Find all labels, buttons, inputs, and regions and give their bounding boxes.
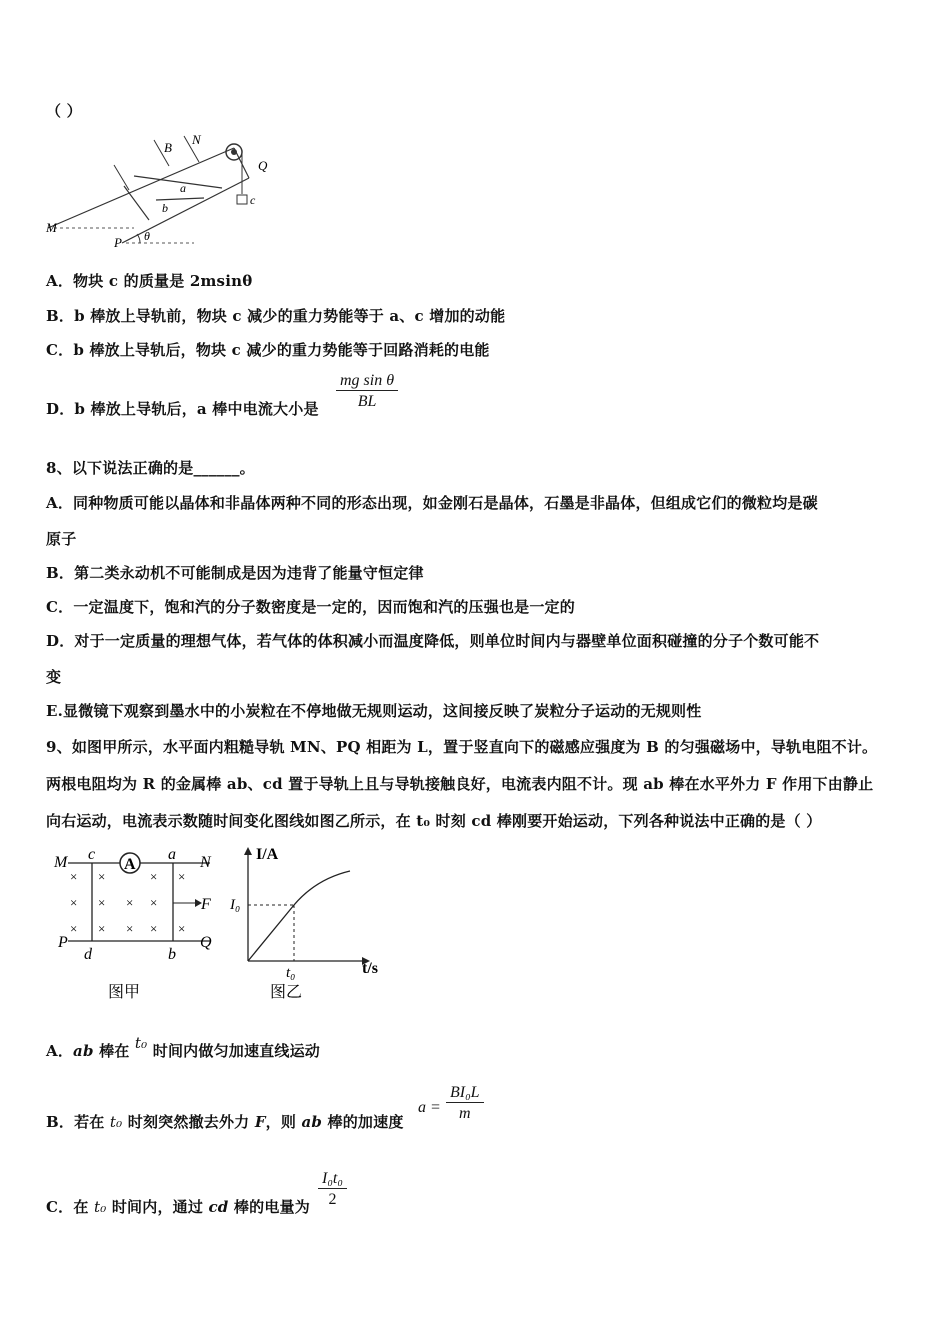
q9-b-post: 棒的加速度 <box>322 1113 404 1131</box>
field-cross: × <box>70 895 78 910</box>
q9-jia-b: b <box>168 946 176 963</box>
q9-yi-ylabel: I/A <box>256 846 279 863</box>
field-cross: × <box>178 869 186 884</box>
field-cross: × <box>150 921 158 936</box>
q9-jia-Q: Q <box>200 934 212 951</box>
q9-c-cd: cd <box>208 1198 229 1216</box>
q8-option-c: C．一定温度下，饱和汽的分子数密度是一定的，因而饱和汽的压强也是一定的 <box>46 598 575 616</box>
field-cross: × <box>178 921 186 936</box>
q9-option-a <box>46 1034 320 1061</box>
q9-c-t0: t₀ <box>93 1198 107 1216</box>
field-cross: × <box>70 869 78 884</box>
q8-option-b: B．第二类永动机不可能制成是因为违背了能量守恒定律 <box>46 564 424 582</box>
q9-yi-ytick: I₀ <box>230 897 241 913</box>
q9-b-mid2: ，则 <box>265 1113 302 1131</box>
q9-b-mid: 时刻突然撤去外力 <box>122 1113 255 1131</box>
q7-option-a: A．物块 c 的质量是 2msinθ <box>46 272 253 290</box>
q9-option-b <box>46 1111 404 1132</box>
q9-c-post: 棒的电量为 <box>228 1198 310 1216</box>
q7-label-N: N <box>192 132 201 147</box>
q9-stem-line2: 两根电阻均为 R 的金属棒 ab、cd 置于导轨上且与导轨接触良好，电流表内阻不计。现 ab 棒在水平外力 F 作用下由静止 <box>46 775 874 793</box>
q9-c-mid: 时间内，通过 <box>106 1198 209 1216</box>
q8-option-a-line1: A．同种物质可能以晶体和非晶体两种不同的形态出现，如金刚石是晶体，石墨是非晶体，但组成它们的微粒均是碳 <box>46 494 818 512</box>
q9-yi-caption: 图乙 <box>270 984 303 1001</box>
q7-option-d: D．b 棒放上导轨后，a 棒中电流大小是 <box>46 400 319 418</box>
q9-b-denominator: m <box>459 1105 471 1122</box>
field-cross: × <box>98 869 106 884</box>
q9-b-lhs: a = <box>418 1099 441 1116</box>
q9-c-prefix: C．在 <box>46 1198 94 1216</box>
q9-b-t0: t₀ <box>109 1113 123 1131</box>
q9-a-prefix: A． <box>46 1042 74 1060</box>
field-cross: × <box>98 921 106 936</box>
q9-stem-line3: 向右运动，电流表示数随时间变化图线如图乙所示，在 t₀ 时刻 cd 棒刚要开始运动，下列各种说法中正确的是（ ） <box>46 812 822 830</box>
q9-jia-N: N <box>200 854 211 871</box>
q7-d-numerator: mg sin θ <box>336 372 398 391</box>
field-cross: × <box>70 921 78 936</box>
q7-label-P: P <box>114 235 122 250</box>
q8-option-a-line2: 原子 <box>46 530 77 548</box>
q9-jia-P: P <box>58 934 68 951</box>
q7-label-Q: Q <box>258 158 268 173</box>
q7-label-b: b <box>162 201 168 215</box>
field-cross: × <box>150 869 158 884</box>
q9-c-fraction <box>318 1170 347 1209</box>
q9-b-fraction <box>446 1084 484 1123</box>
q7-label-c: c <box>250 193 256 207</box>
field-cross: × <box>98 895 106 910</box>
q9-a-post: 时间内做匀加速直线运动 <box>147 1042 320 1060</box>
q9-jia-c: c <box>88 846 96 863</box>
q9-a-mid: 棒在 <box>93 1042 135 1060</box>
q9-figure-jia <box>50 843 230 1003</box>
q7-label-B: B <box>164 140 172 155</box>
field-cross: × <box>126 921 134 936</box>
q8-option-d-line2: 变 <box>46 668 62 686</box>
q9-jia-d: d <box>84 946 92 963</box>
q8-option-d-line1: D．对于一定质量的理想气体，若气体的体积减小而温度降低，则单位时间内与器壁单位面积碰撞的分子个数可能不 <box>46 632 820 650</box>
q9-b-prefix: B．若在 <box>46 1113 110 1131</box>
q9-b-ab: ab <box>301 1113 323 1131</box>
q7-label-M: M <box>46 220 57 235</box>
q9-jia-M: M <box>54 854 68 871</box>
q9-option-c <box>46 1196 310 1217</box>
q9-figure-yi <box>226 843 386 1003</box>
q7-bracket: （ ） <box>46 102 82 120</box>
q9-yi-xtick: t₀ <box>286 965 296 981</box>
q7-option-b: B．b 棒放上导轨前，物块 c 减少的重力势能等于 a、c 增加的动能 <box>46 307 506 325</box>
q9-jia-F: F <box>201 896 211 913</box>
q9-stem-line1: 9、如图甲所示，水平面内粗糙导轨 MN、PQ 相距为 L，置于竖直向下的磁感应强度为 B 的匀强磁场中，导轨电阻不计。 <box>46 738 878 756</box>
q7-option-d-fraction <box>336 372 398 411</box>
q8-option-e: E.显微镜下观察到墨水中的小炭粒在不停地做无规则运动，这间接反映了炭粒分子运动的无规则性 <box>46 702 702 720</box>
q8-stem: 8、以下说法正确的是______。 <box>46 459 255 477</box>
q7-label-theta: θ <box>144 229 150 243</box>
q7-label-a: a <box>180 181 186 195</box>
q9-a-t0: t₀ <box>134 1034 148 1052</box>
q9-b-F: F <box>254 1113 266 1131</box>
q9-c-numerator: I₀t₀ <box>318 1170 347 1189</box>
q9-yi-xlabel: t/s <box>362 960 378 977</box>
q9-b-numerator: BI₀L <box>446 1084 484 1103</box>
q9-ammeter-label: A <box>124 856 136 873</box>
field-cross: × <box>126 895 134 910</box>
q7-option-c: C．b 棒放上导轨后，物块 c 减少的重力势能等于回路消耗的电能 <box>46 341 490 359</box>
q7-d-denominator: BL <box>357 393 377 410</box>
q9-a-ab: ab <box>73 1042 94 1060</box>
q9-jia-caption: 图甲 <box>108 984 141 1001</box>
q9-jia-a: a <box>168 846 176 863</box>
q7-incline-figure <box>44 130 284 250</box>
field-cross: × <box>150 895 158 910</box>
q9-c-denominator: 2 <box>328 1191 337 1208</box>
